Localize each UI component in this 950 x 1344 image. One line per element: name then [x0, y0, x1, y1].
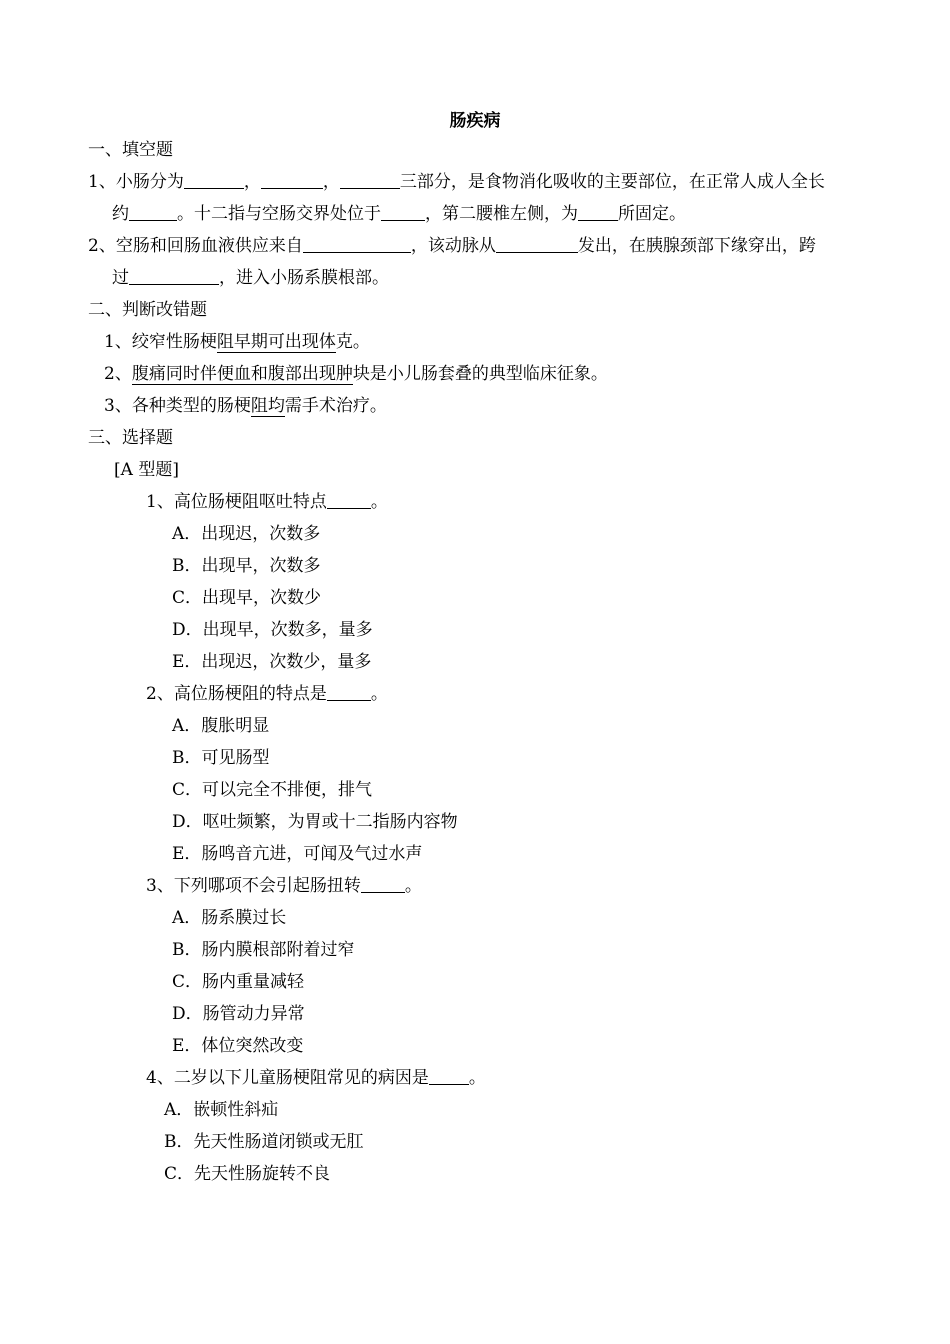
answer-blank[interactable] — [327, 492, 371, 509]
judge-item-3 — [104, 395, 387, 417]
fill-question-2-line-1 — [88, 235, 816, 257]
answer-blank[interactable] — [303, 236, 411, 253]
answer-blank[interactable] — [361, 876, 405, 893]
option-b[interactable]: B．出现早，次数多 — [172, 556, 321, 576]
answer-blank[interactable] — [340, 172, 400, 189]
q2-end: 发出，在胰腺颈部下缘穿出，跨 — [577, 236, 816, 256]
option-c[interactable]: C．可以完全不排便，排气 — [172, 780, 373, 800]
option-c[interactable]: C．先天性肠旋转不良 — [164, 1164, 331, 1184]
answer-blank[interactable] — [184, 172, 244, 189]
option-a[interactable]: A．腹胀明显 — [172, 716, 270, 736]
option-d[interactable]: D．肠管动力异常 — [172, 1004, 305, 1024]
judge-text: 克。 — [335, 332, 370, 352]
q1-sep: ， — [322, 172, 340, 192]
q1-line2-prefix: 约 — [112, 204, 129, 224]
question-stem: 1、高位肠梗阻呕吐特点 — [146, 492, 327, 512]
question-stem: 3、下列哪项不会引起肠扭转 — [146, 876, 361, 896]
answer-blank[interactable] — [381, 204, 425, 221]
option-e[interactable]: E．肠鸣音亢进，可闻及气过水声 — [172, 844, 423, 864]
fill-question-1-line-2 — [112, 203, 686, 225]
judge-text: 需手术治疗。 — [284, 396, 387, 416]
option-e[interactable]: E．出现迟，次数少，量多 — [172, 652, 372, 672]
answer-blank[interactable] — [129, 204, 177, 221]
choice-question-4 — [146, 1067, 486, 1089]
question-stem: 2、高位肠梗阻的特点是 — [146, 684, 327, 704]
question-stem: 4、二岁以下儿童肠梗阻常见的病因是 — [146, 1068, 429, 1088]
q2-line2-prefix: 过 — [112, 268, 129, 288]
option-c[interactable]: C．出现早，次数少 — [172, 588, 322, 608]
page-title: 肠疾病 — [449, 111, 501, 131]
judge-item-1 — [104, 331, 370, 353]
judge-text: 2、 — [104, 364, 132, 384]
option-b[interactable]: B．先天性肠道闭锁或无肛 — [164, 1132, 364, 1152]
answer-blank[interactable] — [578, 204, 618, 221]
q1-prefix: 1、小肠分为 — [88, 172, 184, 192]
section-heading-fill-blank: 一、填空题 — [88, 140, 173, 160]
answer-blank[interactable] — [129, 268, 219, 285]
answer-blank[interactable] — [261, 172, 323, 189]
judge-underlined-text: 阻均 — [250, 396, 285, 416]
q1-line2-mid2: ，第二腰椎左侧，为 — [425, 204, 578, 224]
judge-text: 3、各种类型的肠梗 — [104, 396, 251, 416]
section-heading-true-false: 二、判断改错题 — [88, 300, 207, 320]
judge-text: 块是小儿肠套叠的典型临床征象。 — [352, 364, 608, 384]
q2-mid: ，该动脉从 — [410, 236, 496, 256]
answer-blank[interactable] — [429, 1068, 469, 1085]
option-a[interactable]: A．肠系膜过长 — [172, 908, 287, 928]
option-a[interactable]: A．嵌顿性斜疝 — [164, 1100, 279, 1120]
question-type-label: [A 型题] — [114, 460, 179, 480]
fill-question-2-line-2 — [112, 267, 389, 289]
q1-line2-end: 所固定。 — [618, 204, 686, 224]
answer-blank[interactable] — [327, 684, 371, 701]
option-b[interactable]: B．可见肠型 — [172, 748, 270, 768]
option-a[interactable]: A．出现迟，次数多 — [172, 524, 321, 544]
question-end: 。 — [370, 684, 388, 704]
question-end: 。 — [468, 1068, 486, 1088]
section-heading-multiple-choice: 三、选择题 — [88, 428, 173, 448]
q1-mid: 三部分，是食物消化吸收的主要部位，在正常人成人全长 — [399, 172, 825, 192]
q2-line2-end: ，进入小肠系膜根部。 — [219, 268, 389, 288]
answer-blank[interactable] — [496, 236, 578, 253]
choice-question-2 — [146, 683, 388, 705]
question-end: 。 — [404, 876, 422, 896]
option-d[interactable]: D．呕吐频繁，为胃或十二指肠内容物 — [172, 812, 458, 832]
judge-item-2 — [104, 363, 608, 385]
choice-question-1 — [146, 491, 388, 513]
q1-line2-mid: 。十二指与空肠交界处位于 — [177, 204, 381, 224]
fill-question-1-line-1 — [88, 171, 825, 193]
choice-question-3 — [146, 875, 422, 897]
option-b[interactable]: B．肠内膜根部附着过窄 — [172, 940, 355, 960]
q1-sep: ， — [243, 172, 261, 192]
option-e[interactable]: E．体位突然改变 — [172, 1036, 304, 1056]
judge-underlined-text: 阻早期可出现体 — [216, 332, 336, 352]
option-d[interactable]: D．出现早，次数多，量多 — [172, 620, 373, 640]
q2-prefix: 2、空肠和回肠血液供应来自 — [88, 236, 303, 256]
judge-underlined-text: 腹痛同时伴便血和腹部出现肿 — [131, 364, 353, 384]
option-c[interactable]: C．肠内重量减轻 — [172, 972, 305, 992]
question-end: 。 — [370, 492, 388, 512]
judge-text: 1、绞窄性肠梗 — [104, 332, 217, 352]
